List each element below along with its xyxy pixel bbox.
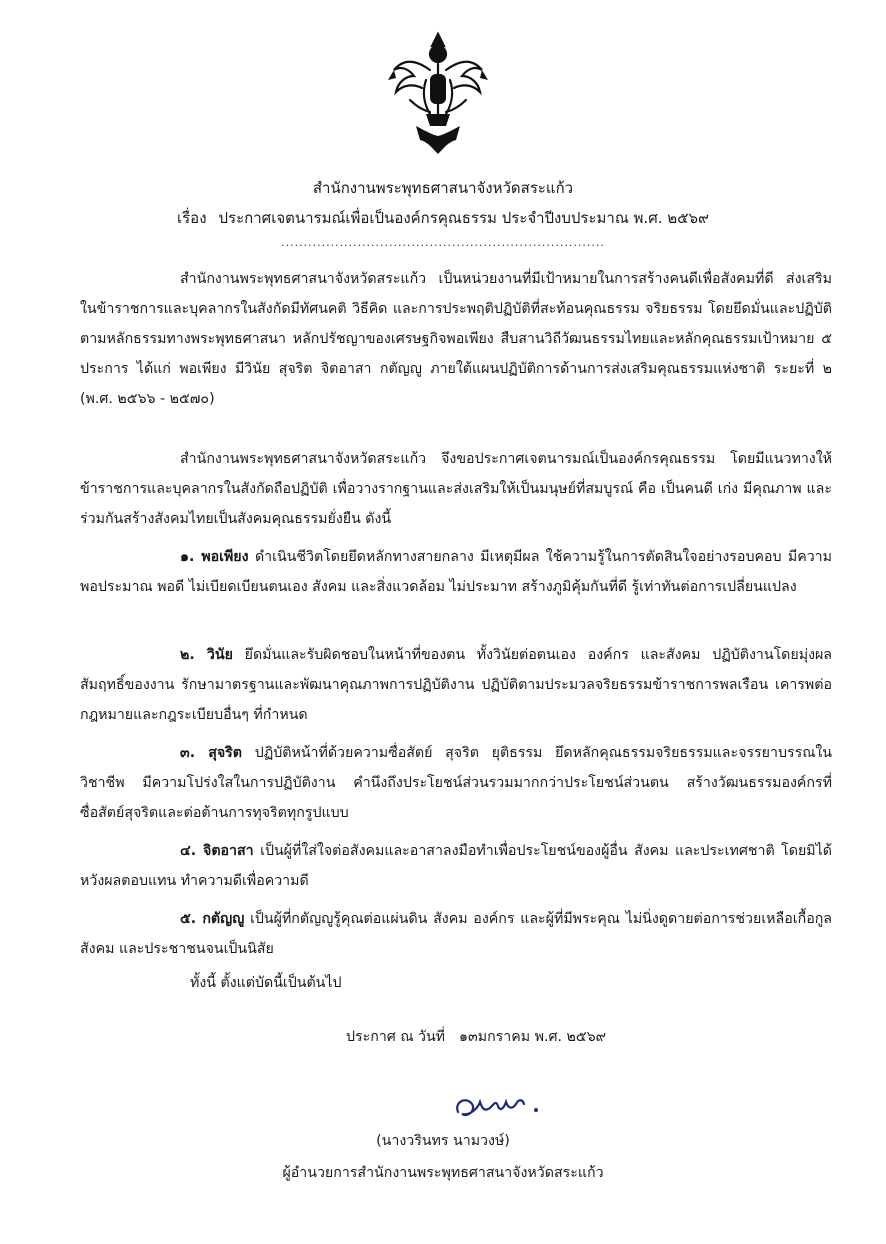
virtue-item-sufficiency (80, 542, 832, 602)
signer-position: ผู้อำนวยการสำนักงานพระพุทธศาสนาจังหวัดสระแก้ว (282, 1165, 604, 1181)
virtue-text: เป็นผู้ที่กตัญญูรู้คุณต่อแผ่นดิน สังคม องค์กร และผู้ที่มีพระคุณ ไม่นิ่งดูดายต่อการช่วยเหลือเกื้อกูลสังคม และประชาชนจนเป็นนิสัย (80, 911, 832, 957)
handwritten-signature (450, 1086, 560, 1126)
closing-line: ทั้งนี้ ตั้งแต่บัดนี้เป็นต้นไป (190, 975, 342, 991)
paragraph-intro-text: สำนักงานพระพุทธศาสนาจังหวัดสระแก้ว เป็นหน่วยงานที่มีเป้าหมายในการสร้างคนดีเพื่อสังคมที่ดี ส่งเสริมในข้าราชการและบุคลากรในสังกัดมีทัศนคติ วิธีคิด และการประพฤติปฏิบัติที่สะท้อนคุณธรรม จริยธรรม โดยยึดมั่นและปฏิบัติตามหลักธรรมทางพระพุทธศาสนา หลักปรัชญาของเศรษฐกิจพอเพียง สืบสานวิถีวัฒนธรรมไทยและหลักคุณธรรมเป้าหมาย ๕ ประการ ได้แก่ พอเพียง มีวินัย สุจริต จิตอาสา กตัญญู ภายใต้แผนปฏิบัติการด้านการส่งเสริมคุณธรรมแห่งชาติ ระยะที่ ๒ (พ.ศ. ๒๕๖๖ - ๒๕๗๐) (80, 271, 832, 407)
virtue-item-discipline (80, 640, 832, 730)
virtue-title: ๕. กตัญญู (180, 911, 245, 927)
garuda-emblem-icon (386, 30, 490, 158)
virtue-item-gratitude (80, 904, 832, 964)
announce-prefix: ประกาศ ณ วันที่ (346, 1029, 446, 1045)
announce-suffix: มกราคม พ.ศ. ๒๕๖๙ (477, 1029, 606, 1045)
virtue-title: ๔. จิตอาสา (180, 843, 254, 859)
virtue-item-volunteer (80, 836, 832, 896)
virtue-text: เป็นผู้ที่ใส่ใจต่อสังคมและอาสาลงมือทำเพื่อประโยชน์ของผู้อื่น สังคม และประเทศชาติ โดยมิได้หวังผลตอบแทน ทำความดีเพื่อความดี (80, 843, 832, 889)
virtue-text: ดำเนินชีวิตโดยยึดหลักทางสายกลาง มีเหตุมีผล ใช้ความรู้ในการตัดสินใจอย่างรอบคอบ มีความพอประมาณ พอดี ไม่เบียดเบียนตนเอง สังคม และสิ่งแวดล้อม ไม่ประมาท สร้างภูมิคุ้มกันที่ดี รู้เท่าทันต่อการเปลี่ยนแปลง (80, 549, 832, 595)
announcement-date (346, 1026, 606, 1048)
virtue-title: ๒. วินัย (180, 647, 233, 663)
signer-name: (นางวรินทร นามวงษ์) (376, 1133, 510, 1149)
subject-line (0, 206, 886, 230)
separator-dots: ........................................................................ (281, 236, 605, 249)
office-name: สำนักงานพระพุทธศาสนาจังหวัดสระแก้ว (312, 179, 574, 197)
virtue-title: ๓. สุจริต (180, 745, 243, 761)
virtue-text: ยึดมั่นและรับผิดชอบในหน้าที่ของตน ทั้งวินัยต่อตนเอง องค์กร และสังคม ปฏิบัติงานโดยมุ่งผลสัมฤทธิ์ของงาน รักษามาตรฐานและพัฒนาคุณภาพการปฏิบัติงาน ปฏิบัติตามประมวลจริยธรรมข้าราชการพลเรือน เคารพต่อกฎหมายและกฎระเบียบอื่นๆ ที่กำหนด (80, 647, 832, 723)
virtue-text: ปฏิบัติหน้าที่ด้วยความซื่อสัตย์ สุจริต ยุติธรรม ยึดหลักคุณธรรมจริยธรรมและจรรยาบรรณในวิชาชีพ มีความโปร่งใสในการปฏิบัติงาน คำนึงถึงประโยชน์ส่วนรวมมากกว่าประโยชน์ส่วนตน สร้างวัฒนธรรมองค์กรที่ซื่อสัตย์สุจริตและต่อต้านการทุจริตทุกรูปแบบ (80, 745, 832, 821)
subject-text: ประกาศเจตนารมณ์เพื่อเป็นองค์กรคุณธรรม ประจำปีงบประมาณ พ.ศ. ๒๕๖๙ (218, 209, 709, 227)
paragraph-intro (80, 264, 832, 414)
virtue-item-honesty (80, 738, 832, 828)
virtue-title: ๑. พอเพียง (180, 549, 249, 565)
announce-day: ๑๓ (459, 1029, 478, 1045)
paragraph-declaration (80, 444, 832, 534)
subject-label: เรื่อง (177, 209, 207, 227)
paragraph-declaration-text: สำนักงานพระพุทธศาสนาจังหวัดสระแก้ว จึงขอประกาศเจตนารมณ์เป็นองค์กรคุณธรรม โดยมีแนวทางให้ข้าราชการและบุคลากรในสังกัดถือปฏิบัติ เพื่อวางรากฐานและส่งเสริมให้เป็นมนุษย์ที่สมบูรณ์ คือ เป็นคนดี เก่ง มีคุณภาพ และร่วมกันสร้างสังคมไทยเป็นสังคมคุณธรรมยั่งยืน ดังนี้ (80, 451, 832, 527)
